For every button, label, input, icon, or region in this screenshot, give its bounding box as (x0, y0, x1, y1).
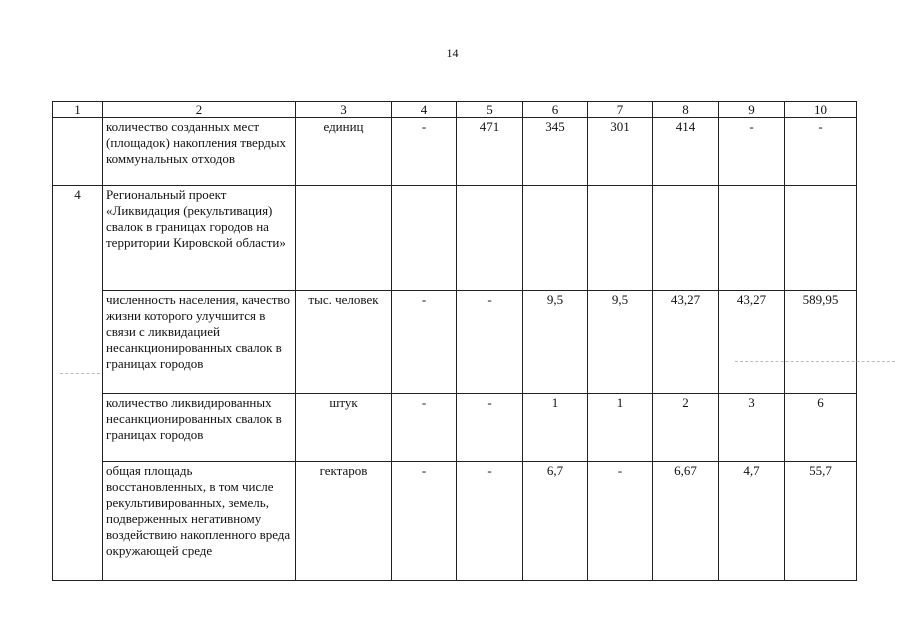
value-cell: - (392, 462, 457, 581)
row-number-cell (53, 394, 103, 462)
header-cell: 2 (103, 102, 296, 118)
value-cell: 6 (785, 394, 857, 462)
header-cell: 9 (719, 102, 785, 118)
value-cell: - (392, 118, 457, 186)
value-cell: 43,27 (653, 291, 719, 394)
row-number-cell (53, 462, 103, 581)
unit-cell: гектаров (296, 462, 392, 581)
table-row (53, 118, 857, 186)
value-cell: 414 (653, 118, 719, 186)
value-cell: 43,27 (719, 291, 785, 394)
header-cell: 8 (653, 102, 719, 118)
value-cell: 345 (523, 118, 588, 186)
value-cell: - (457, 462, 523, 581)
value-cell (653, 186, 719, 291)
value-cell: - (457, 394, 523, 462)
row-number-cell: 4 (53, 186, 103, 291)
value-cell (785, 186, 857, 291)
scan-artifact-line (735, 361, 895, 362)
header-cell: 6 (523, 102, 588, 118)
value-cell: - (457, 291, 523, 394)
value-cell: 55,7 (785, 462, 857, 581)
value-cell: 3 (719, 394, 785, 462)
project-title-cell: Региональный проект «Ликвидация (рекультивация) свалок в границах городов на территории Кировской области» (103, 186, 296, 291)
value-cell (392, 186, 457, 291)
unit-cell: штук (296, 394, 392, 462)
value-cell (457, 186, 523, 291)
row-number-cell (53, 118, 103, 186)
value-cell: 301 (588, 118, 653, 186)
page-number: 14 (446, 46, 459, 60)
table-row (53, 186, 857, 291)
value-cell: 1 (588, 394, 653, 462)
header-cell: 7 (588, 102, 653, 118)
header-cell: 10 (785, 102, 857, 118)
value-cell (719, 186, 785, 291)
value-cell: 589,95 (785, 291, 857, 394)
value-cell: - (392, 394, 457, 462)
header-cell: 4 (392, 102, 457, 118)
value-cell: - (719, 118, 785, 186)
value-cell: 9,5 (523, 291, 588, 394)
value-cell: - (588, 462, 653, 581)
value-cell: 2 (653, 394, 719, 462)
value-cell: 4,7 (719, 462, 785, 581)
indicator-name-cell: общая площадь восстановленных, в том числе рекультивированных, земель, подверженных негативному воздействию накопленного вреда окружающей среде (103, 462, 296, 581)
unit-cell (296, 186, 392, 291)
indicators-table (52, 101, 857, 581)
value-cell: 9,5 (588, 291, 653, 394)
value-cell (588, 186, 653, 291)
row-number-cell (53, 291, 103, 394)
value-cell (523, 186, 588, 291)
indicator-name-cell: численность населения, качество жизни которого улучшится в связи с ликвидацией несанкционированных свалок в границах городов (103, 291, 296, 394)
table-row (53, 462, 857, 581)
table-row (53, 291, 857, 394)
unit-cell: тыс. человек (296, 291, 392, 394)
indicator-name-cell: количество ликвидированных несанкционированных свалок в границах городов (103, 394, 296, 462)
table-header-row (53, 102, 857, 118)
value-cell: - (785, 118, 857, 186)
value-cell: 1 (523, 394, 588, 462)
value-cell: - (392, 291, 457, 394)
value-cell: 6,67 (653, 462, 719, 581)
value-cell: 6,7 (523, 462, 588, 581)
header-cell: 5 (457, 102, 523, 118)
unit-cell: единиц (296, 118, 392, 186)
header-cell: 3 (296, 102, 392, 118)
value-cell: 471 (457, 118, 523, 186)
scan-artifact-line (60, 373, 100, 374)
indicator-name-cell: количество созданных мест (площадок) накопления твердых коммунальных отходов (103, 118, 296, 186)
header-cell: 1 (53, 102, 103, 118)
table-row (53, 394, 857, 462)
